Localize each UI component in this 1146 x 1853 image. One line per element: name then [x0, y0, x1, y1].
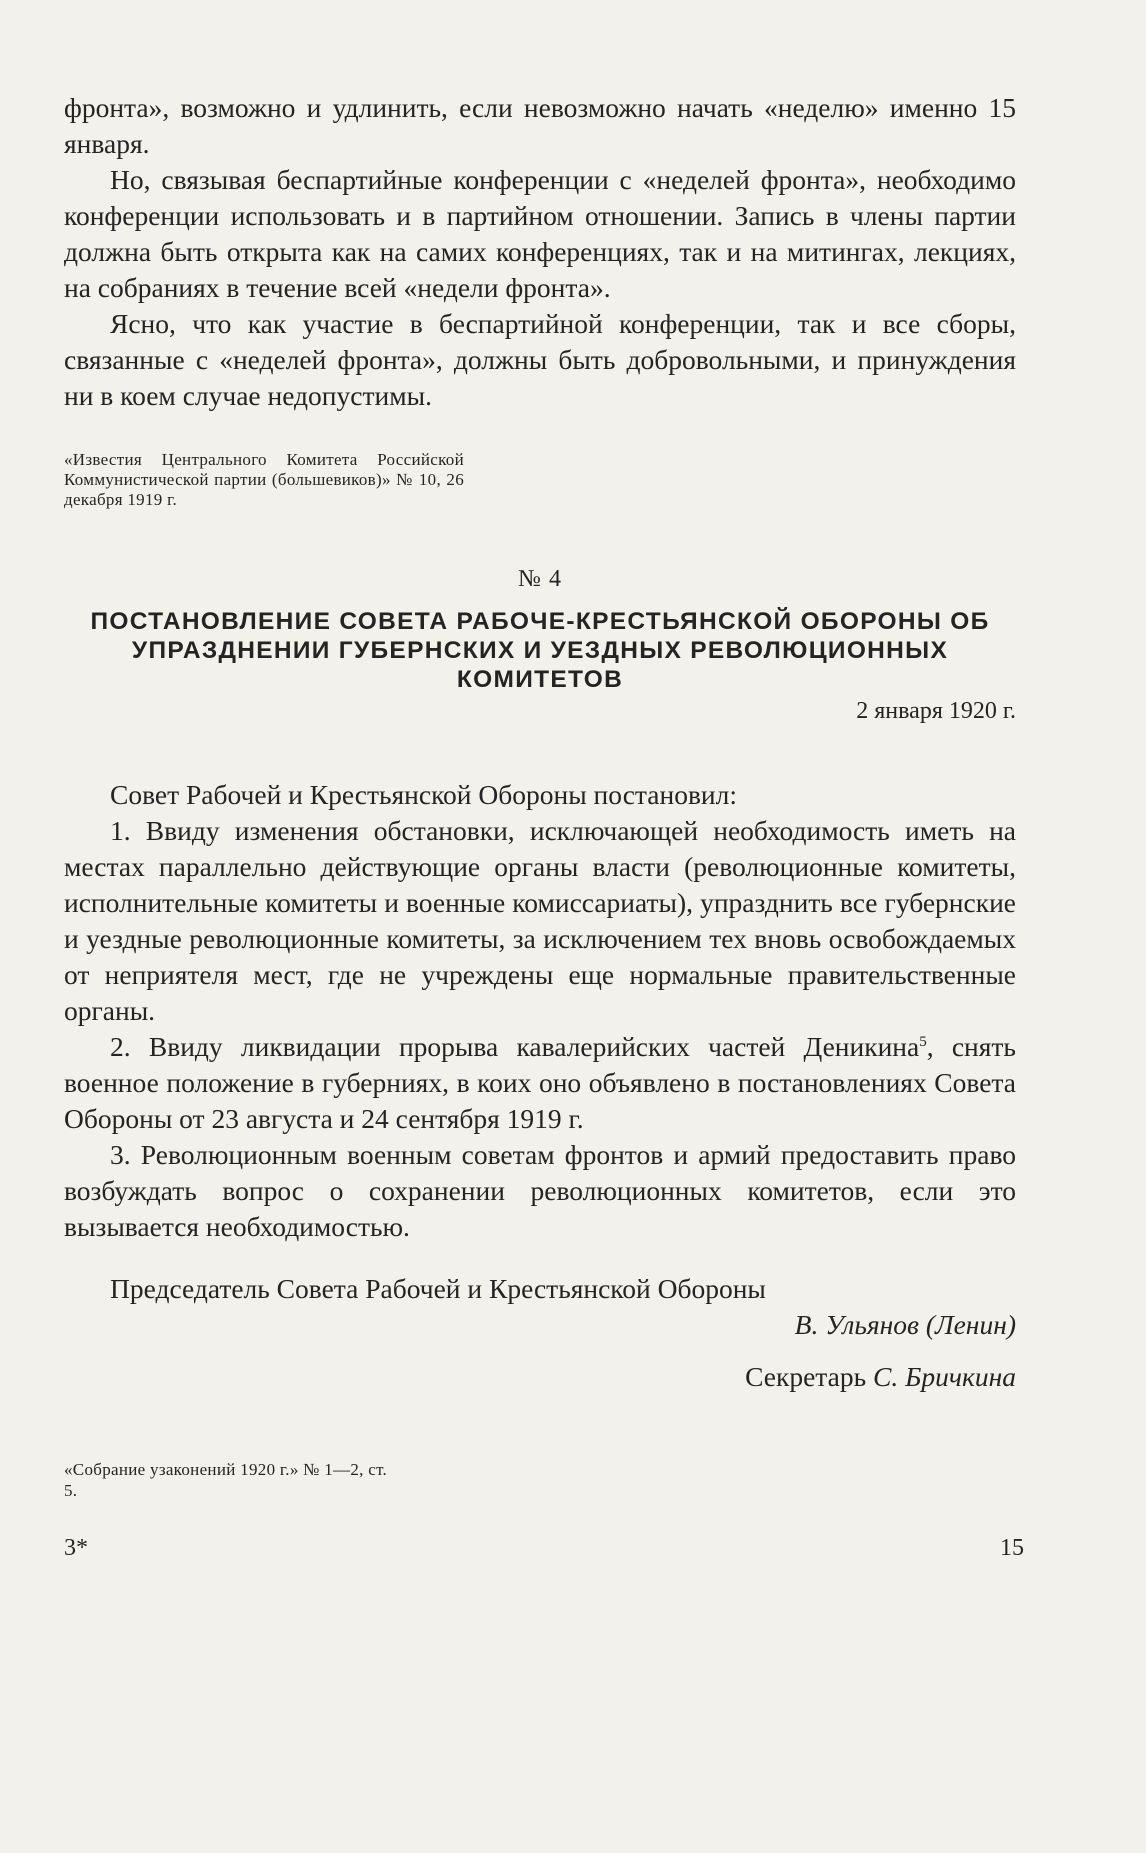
decree-point-3: 3. Революционным военным советам фронтов и армий предоставить право возбуждать вопрос о сохранении революционных комитетов, если это вызывается необходимостью. [64, 1139, 1016, 1242]
continuation-paragraph-2: Но, связывая беспартийные конференции с «неделей фронта», необходимо конференции использовать и в партийном отношении. Запись в члены партии должна быть открыта как на самих конференциях, так и на митингах, лекциях, на собраниях в течение всей «недели фронта». [64, 164, 1016, 303]
source-citation-1: «Известия Центрального Комитета Российской Коммунистической партии (большевиков)» № 10, 26 декабря 1919 г. [64, 450, 464, 509]
continuation-paragraph-1: фронта», возможно и удлинить, если невозможно начать «неделю» именно 15 января. [64, 92, 1016, 159]
signature-mark: 3* [64, 1535, 88, 1561]
decree-intro: Совет Рабочей и Крестьянской Обороны постановил: [110, 779, 738, 810]
continuation-paragraph-3: Ясно, что как участие в беспартийной конференции, так и все сборы, связанные с «неделей фронта», должны быть добровольными, и принуждения ни в коем случае недопустимы. [64, 308, 1016, 411]
secretary-line [64, 1359, 1016, 1395]
page-number: 15 [1000, 1535, 1024, 1561]
chairman-title: Председатель Совета Рабочей и Крестьянской Обороны [110, 1273, 766, 1304]
decree-point-2-text-a: 2. Ввиду ликвидации прорыва кавалерийских частей Деникина [110, 1031, 920, 1062]
secretary-title: Секретарь [745, 1361, 867, 1392]
decree-body [64, 777, 1016, 1245]
page-footer [64, 1535, 1024, 1562]
secretary-name: С. Бричкина [873, 1361, 1016, 1392]
signature-block [64, 1271, 1016, 1395]
chairman-name: В. Ульянов (Ленин) [794, 1309, 1016, 1340]
source-citation-2: «Собрание узаконений 1920 г.» № 1—2, ст. 5. [64, 1460, 388, 1500]
document-number: № 4 [518, 566, 562, 592]
document-title: ПОСТАНОВЛЕНИЕ СОВЕТА РАБОЧЕ-КРЕСТЬЯНСКОЙ ОБОРОНЫ ОБ УПРАЗДНЕНИИ ГУБЕРНСКИХ И УЕЗДНЫХ РЕВОЛЮЦИОННЫХ КОМИТЕТОВ [90, 608, 990, 693]
decree-point-2-text-b: , снять военное положение в губерниях, в коих оно объявлено в постановлениях Совета Обороны от 23 августа и 24 сентября 1919 г. [64, 1031, 1016, 1134]
decree-point-2 [64, 1029, 1016, 1137]
document-date: 2 января 1920 г. [856, 698, 1016, 724]
decree-point-1: 1. Ввиду изменения обстановки, исключающей необходимость иметь на местах параллельно действующие органы власти (революционные комитеты, исполнительные комитеты и военные комиссариаты), упразднить все губернские и уездные революционные комитеты, за исключением тех вновь освобождаемых от неприятеля мест, где не учреждены еще нормальные правительственные органы. [64, 815, 1016, 1026]
footnote-marker: 5 [919, 1033, 927, 1050]
